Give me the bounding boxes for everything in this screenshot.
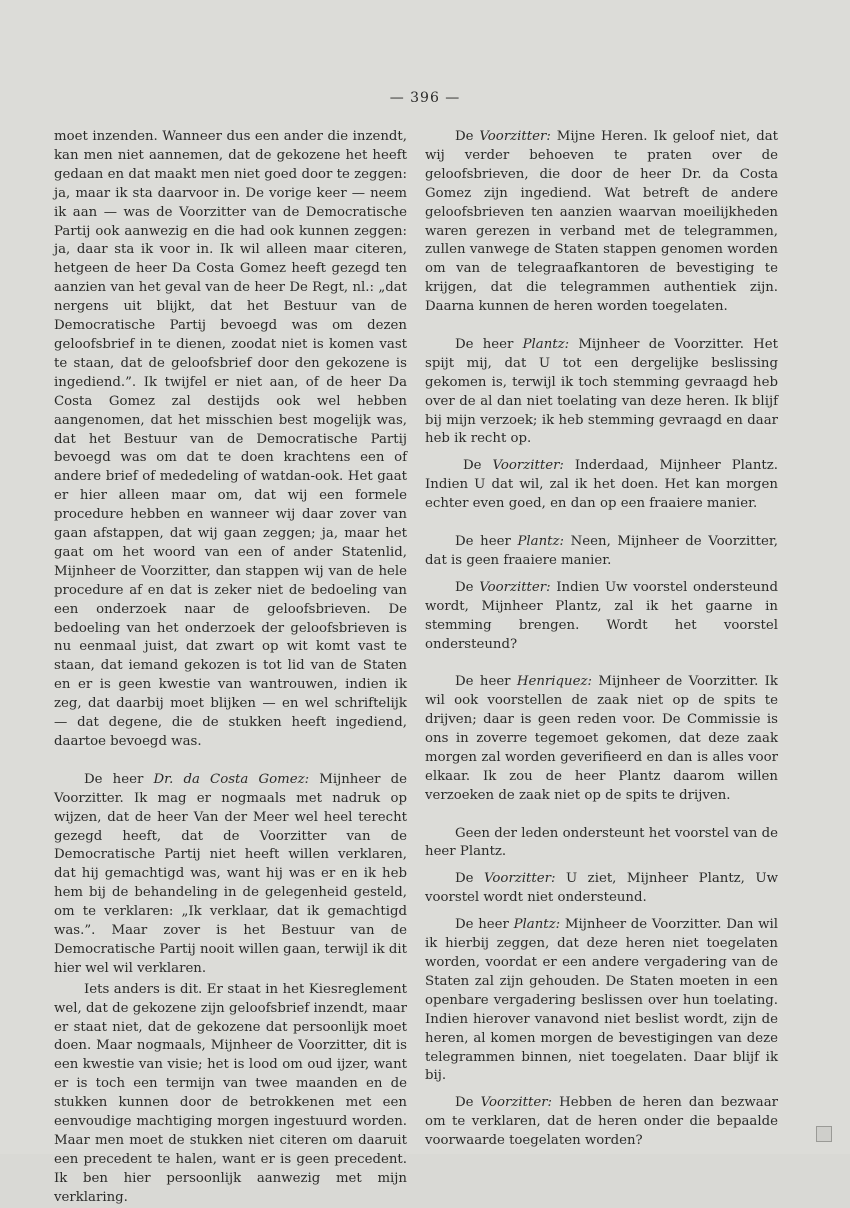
paragraph-text: Mijnheer de Voorzitter. Dan wil ik hierbij zeggen, dat deze heren niet toegelaten worden, voordat er een andere vergadering van de Staten zal zijn gehouden. De Staten moeten in een openbare vergadering beslissen over hun toelating. Indien hierover vanavond niet beslist wordt, zijn de heren, al komen morgen de bevestigingen van deze telegrammen binnen, niet toegelaten. Daar blijf ik bij. [425, 917, 778, 1084]
speaker-prefix: De heer [455, 534, 518, 549]
paragraph-text: Iets anders is dit. Er staat in het Kiesreglement wel, dat de gekozene zijn geloofsbrief inzendt, maar er staat niet, dat de gekozene dat persoonlijk moet doen. Maar nogmaals, Mijnheer de Voorzitter, dit is een kwestie van visie; het is lood om oud ijzer, want er is toch een termijn van twee maanden en de stukken kunnen door de betrokkenen met een eenvoudige machtiging morgen ingestuurd worden. Maar men moet de stukken niet citeren om daaruit een precedent te halen, want er is geen precedent. Ik ben hier persoonlijk aanwezig met mijn verklaring. [54, 981, 407, 1205]
paragraph [425, 457, 778, 514]
paragraph [425, 533, 778, 571]
speaker-name: Voorzitter: [480, 1095, 553, 1111]
paragraph-text: Mijnheer de Voorzitter. Ik wil ook voorstellen de zaak niet op de spits te drijven; daar is geen reden voor. De Commissie is ons in zoverre tegemoet gekomen, dat deze zaak morgen zal worden geverifieerd en dan is alles voor elkaar. Ik zou de heer Plantz daarom willen verzoeken de zaak niet op de spits te drijven. [425, 674, 778, 803]
page-number: — 396 — [389, 90, 461, 106]
paragraph [425, 128, 778, 317]
paragraph-text: Geen der leden ondersteunt het voorstel van de heer Plantz. [425, 825, 778, 860]
paragraph-text: Mijnheer de Voorzitter. Het spijt mij, dat U tot een dergelijke beslissing gekomen is, terwijl ik toch stemming gevraagd heb over de al dan niet toelating van deze heren. Ik blijf bij mijn verzoek; ik heb stemming gevraagd en daar heb ik recht op. [425, 336, 778, 447]
paragraph-text: Mijne Heren. Ik geloof niet, dat wij verder behoeven te praten over de geloofsbrieven, die door de heer Dr. da Costa Gomez zijn ingediend. Wat betreft de andere geloofsbrieven ten aanzien waarvan moeilijkheden waren gerezen in verband met de telegrammen, zullen vanwege de Staten stappen genomen worden om van de telegraafkantoren de bevestiging te krijgen, dat die telegrammen authentiek zijn. Daarna kunnen de heren worden toegelaten. [425, 129, 778, 315]
speaker-name: Voorzitter: [479, 129, 551, 144]
paragraph-text: U ziet, Mijnheer Plantz, Uw voorstel wordt niet ondersteund. [425, 871, 778, 906]
paragraph [425, 336, 778, 449]
paragraph-text: Neen, Mijnheer de Voorzitter, dat is geen fraaiere manier. [425, 534, 778, 568]
paragraph [54, 771, 407, 979]
speaker-name: Henriquez: [516, 674, 592, 690]
paragraph-text: Hebben de heren dan bezwaar om te verklaren, dat de heren onder die bepaalde voorwaarde toegelaten worden? [425, 1095, 778, 1149]
paragraph [425, 916, 778, 1086]
paragraph-text: Indien Uw voorstel ondersteund wordt, Mijnheer Plantz, zal ik het gaarne in stemming brengen. Wordt het voorstel ondersteund? [425, 579, 778, 652]
speaker-name: Plantz: [513, 917, 561, 933]
speaker-prefix: De heer [455, 917, 514, 933]
speaker-prefix: De [455, 871, 485, 887]
right-column [425, 128, 778, 1151]
speaker-prefix: De [455, 129, 480, 144]
speaker-prefix: De heer [84, 771, 154, 787]
paragraph [425, 579, 778, 655]
paragraph [425, 673, 778, 805]
paragraph-text: Inderdaad, Mijnheer Plantz. Indien U dat wil, zal ik het doen. Het kan morgen echter even goed, en dan op een fraaiere manier. [425, 458, 778, 512]
speaker-prefix: De [455, 1095, 481, 1111]
paragraph [54, 128, 407, 752]
speaker-name: Plantz: [522, 336, 570, 352]
paragraph-text: moet inzenden. Wanneer dus een ander die inzendt, kan men niet aannemen, dat de gekozene het heeft gedaan en dat maakt men niet goed door te zeggen: ja, maar ik sta daarvoor in. De vorige keer — neem ik aan — was de Voorzitter van de Democratische Partij ook aanwezig en die had ook kunnen zeggen: ja, daar sta ik voor in. Ik wil alleen maar citeren, hetgeen de heer Da Costa Gomez heeft gezegd ten aanzien van het geval van de heer De Regt, nl.: „dat nergens uit blijkt, dat het Bestuur van de Democratische Partij bevoegd was om dezen geloofsbrief in te dienen, zoodat niet is komen vast te staan, dat de geloofsbrief door den gekozene is ingediend.”. Ik twijfel er niet aan, of de heer Da Costa Gomez zal destijds ook wel hebben aangenomen, dat het misschien best mogelijk was, dat het Bestuur van de Democratische Partij bevoegd was om dat te doen krachtens een of andere brief of mededeling of watdan-ook. Het gaat er hier alleen maar om, dat wij een formele procedure hebben en wanneer wij daar zover van gaan afstappen, dat wij gaan zeggen; ja, maar het gaat om het woord van een of ander Statenlid, Mijnheer de Voorzitter, dan stappen wij van de hele procedure af en dat is zeker niet de bedoeling van een onderzoek naar de geloofsbrieven. De bedoeling van het onderzoek der geloofsbrieven is nu eenmaal juist, dat zwart op wit komt vast te staan, dat iemand gekozen is tot lid van de Staten en er is geen kwestie van wantrouwen, indien ik zeg, dat daarbij moet blijken — en wel schriftelijk — dat degene, die de stukken heeft ingediend, daartoe bevoegd was. [54, 129, 407, 749]
speaker-name: Dr. da Costa Gomez: [153, 771, 310, 787]
page-corner-mark [816, 1126, 832, 1142]
paragraph [425, 825, 778, 863]
speaker-name: Voorzitter: [492, 458, 564, 474]
speaker-prefix: De heer [455, 674, 517, 690]
paragraph [425, 870, 778, 908]
paragraph-text: Mijnheer de Voorzitter. Ik mag er nogmaals met nadruk op wijzen, dat de heer Van der Meer wel heel terecht gezegd heeft, dat de Voorzitter van de Democratische Partij niet heeft willen verklaren, dat hij gemachtigd was, want hij was er en ik heb hem bij de behandeling in de gelegenheid gesteld, om te verklaren: „Ik verklaar, dat ik gemachtigd was.”. Maar zover is het Bestuur van de Democratische Partij nooit willen gaan, terwijl ik dit hier wel wil verklaren. [54, 771, 408, 976]
paragraph [54, 981, 407, 1208]
speaker-name: Plantz: [517, 534, 564, 549]
speaker-prefix: De [463, 458, 493, 474]
speaker-name: Voorzitter: [479, 579, 551, 595]
speaker-name: Voorzitter: [484, 871, 556, 887]
speaker-prefix: De heer [455, 336, 523, 352]
left-column [54, 128, 407, 1208]
paragraph [425, 1094, 778, 1151]
speaker-prefix: De [455, 579, 480, 595]
